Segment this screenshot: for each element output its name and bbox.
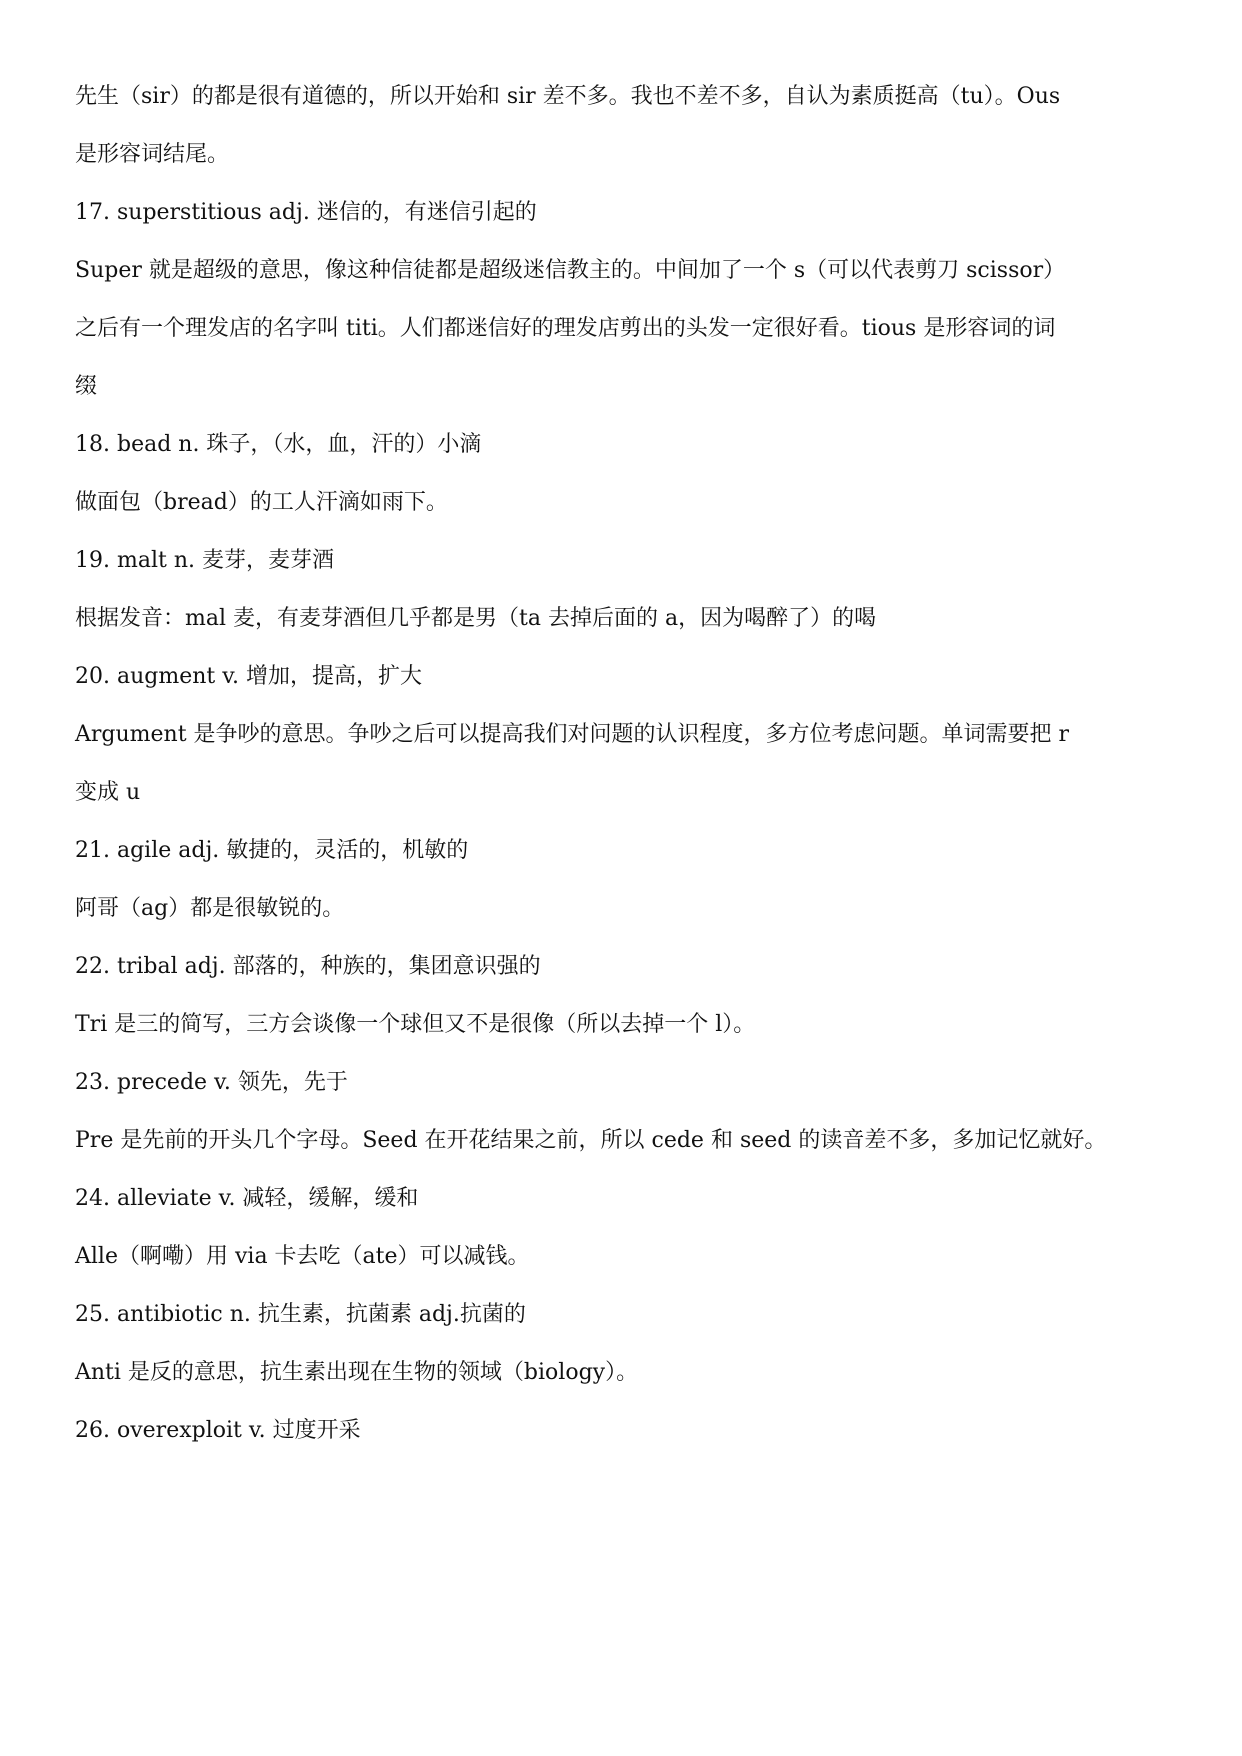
text-line: Alle（啊嘞）用 via 卡去吃（ate）可以减钱。 <box>75 1244 530 1269</box>
text-line: 做面包（bread）的工人汗滴如雨下。 <box>75 490 448 515</box>
text-line: Anti 是反的意思，抗生素出现在生物的领域（biology）。 <box>75 1360 639 1385</box>
text-line: 之后有一个理发店的名字叫 titi。人们都迷信好的理发店剪出的头发一定很好看。tious 是形容词的词 <box>75 316 1056 341</box>
entry-heading: 26. overexploit v. 过度开采 <box>75 1418 361 1443</box>
entry-heading: 23. precede v. 领先，先于 <box>75 1070 348 1095</box>
entry-heading: 19. malt n. 麦芽，麦芽酒 <box>75 548 334 573</box>
entry-heading: 25. antibiotic n. 抗生素，抗菌素 adj.抗菌的 <box>75 1302 526 1327</box>
entry-heading: 22. tribal adj. 部落的，种族的，集团意识强的 <box>75 954 541 979</box>
text-line: Super 就是超级的意思，像这种信徒都是超级迷信教主的。中间加了一个 s（可以代表剪刀 scissor） <box>75 258 1066 283</box>
text-line: 先生（sir）的都是很有道德的，所以开始和 sir 差不多。我也不差不多，自认为素质挺高（tu）。Ous <box>75 84 1061 109</box>
text-line: Argument 是争吵的意思。争吵之后可以提高我们对问题的认识程度，多方位考虑问题。单词需要把 r <box>75 722 1070 747</box>
text-line: 是形容词结尾。 <box>75 142 230 167</box>
text-line: 阿哥（ag）都是很敏锐的。 <box>75 896 345 921</box>
entry-heading: 24. alleviate v. 减轻，缓解，缓和 <box>75 1186 419 1211</box>
entry-heading: 21. agile adj. 敏捷的，灵活的，机敏的 <box>75 838 469 863</box>
entry-heading: 17. superstitious adj. 迷信的，有迷信引起的 <box>75 200 537 225</box>
text-line: Tri 是三的简写，三方会谈像一个球但又不是很像（所以去掉一个 l）。 <box>75 1012 756 1037</box>
text-line: 缀 <box>75 374 98 399</box>
entry-heading: 18. bead n. 珠子，（水，血，汗的）小滴 <box>75 432 482 457</box>
entry-heading: 20. augment v. 增加，提高，扩大 <box>75 664 423 689</box>
text-line: 根据发音：mal 麦，有麦芽酒但几乎都是男（ta 去掉后面的 a，因为喝醉了）的喝 <box>75 606 877 631</box>
text-line: Pre 是先前的开头几个字母。Seed 在开花结果之前，所以 cede 和 seed 的读音差不多，多加记忆就好。 <box>75 1128 1107 1153</box>
text-line: 变成 u <box>75 780 141 805</box>
